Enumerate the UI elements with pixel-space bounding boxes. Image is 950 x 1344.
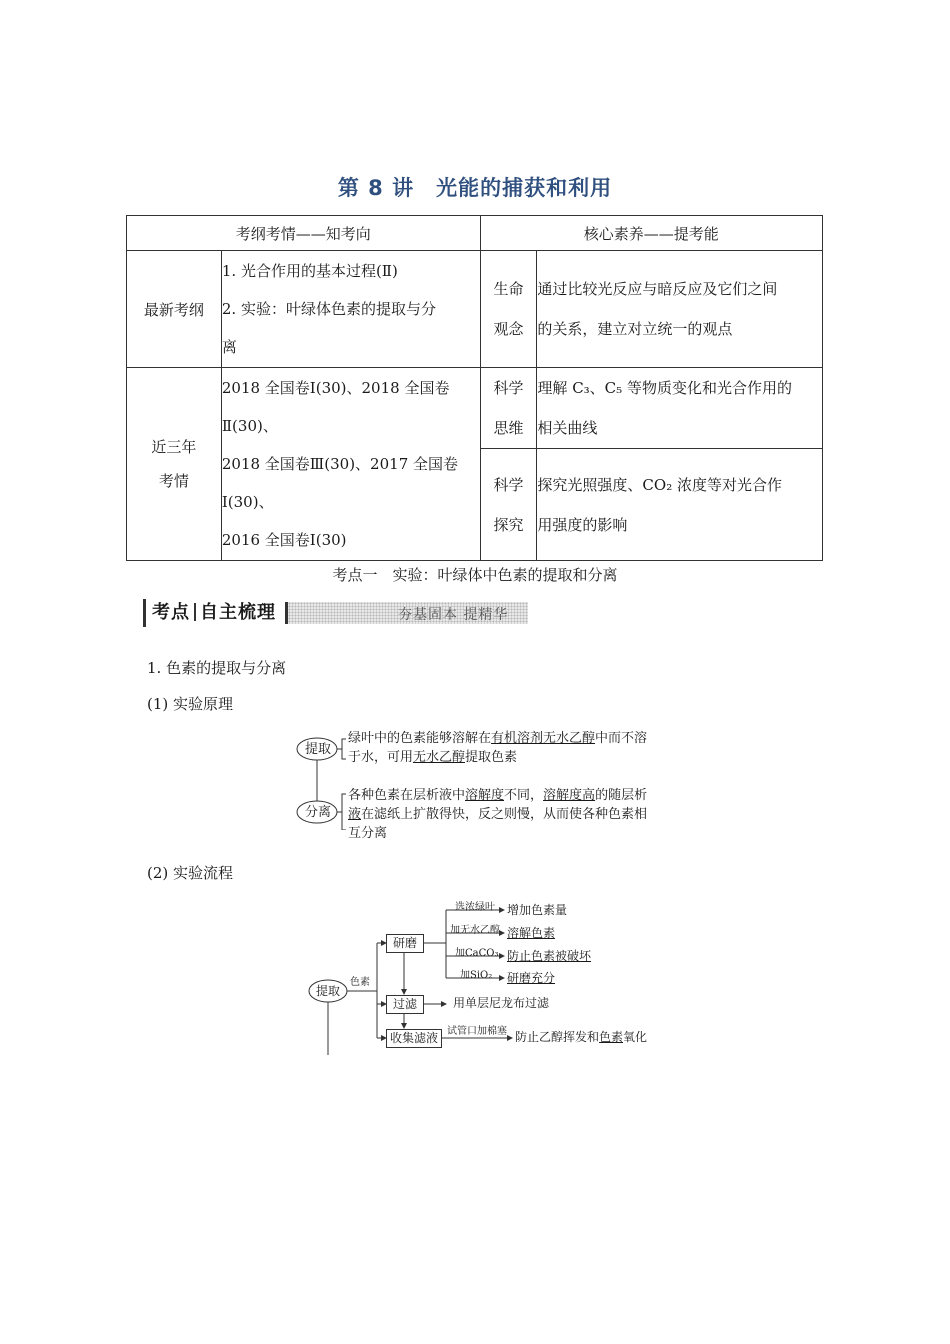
- literacy-category: [480, 449, 537, 561]
- syllabus-line: 离: [221, 338, 237, 356]
- row-label-line: 考情: [158, 472, 189, 490]
- heading-flow: (2) 实验流程: [147, 864, 234, 882]
- branch-condition: 加无水乙醇: [450, 925, 500, 936]
- collect-result: [515, 1028, 647, 1047]
- exam-line: 2016 全国卷Ⅰ(30): [221, 531, 347, 549]
- literacy-text: [537, 251, 823, 368]
- branch-result: 防止色素被破坏: [507, 949, 592, 963]
- row-label-exams: [127, 368, 222, 561]
- heading-principle: (1) 实验原理: [147, 695, 234, 713]
- extract-label: 提取: [304, 742, 331, 757]
- literacy-category-line: 思维: [493, 419, 524, 437]
- literacy-category-line: 生命: [493, 280, 524, 298]
- filter-result: 用单层尼龙布过滤: [453, 996, 550, 1010]
- flow-grind-box: 研磨: [386, 934, 424, 953]
- extract-principle-text: [348, 729, 668, 767]
- banner-label-b: 自主梳理: [200, 602, 276, 623]
- text-run-underlined: 无水乙醇: [413, 750, 466, 765]
- text-run: 中而不溶: [595, 731, 648, 746]
- literacy-category-line: 观念: [493, 320, 524, 338]
- text-run: 氧化: [623, 1030, 648, 1044]
- separate-principle-text: [348, 786, 668, 843]
- banner-slogan: 夯基固本 提精华: [398, 607, 509, 623]
- table-header-left: 考纲考情——知考向: [127, 216, 481, 251]
- flow-filter-box: 过滤: [386, 995, 424, 1014]
- text-run: 在滤纸上扩散得快，反之则慢，从而使各种色素相: [361, 807, 648, 822]
- exam-line: 2018 全国卷Ⅰ(30)、2018 全国卷: [221, 379, 450, 397]
- section-banner: [143, 599, 525, 627]
- literacy-text-line: 通过比较光反应与暗反应及它们之间: [537, 280, 778, 298]
- syllabus-content: [221, 251, 480, 368]
- collect-condition: 试管口加棉塞: [447, 1026, 507, 1037]
- banner-label: [143, 599, 281, 627]
- text-run: 不同，: [504, 788, 544, 803]
- literacy-text-line: 探究光照强度、CO₂ 浓度等对光合作: [537, 475, 782, 494]
- literacy-text-line: 相关曲线: [537, 419, 598, 437]
- separate-bracket: [337, 794, 346, 830]
- syllabus-line: 1. 光合作用的基本过程(Ⅱ): [221, 262, 398, 280]
- exam-line: Ⅰ(30)、: [221, 493, 274, 511]
- exam-line: Ⅱ(30)、: [221, 417, 278, 435]
- branch-result: 溶解色素: [507, 926, 556, 940]
- banner-label-a: 考点: [152, 602, 190, 623]
- section-title: 考点一 实验：叶绿体中色素的提取和分离: [332, 566, 618, 584]
- flow-extract-label: 提取: [315, 984, 340, 998]
- text-run: 各种色素在层析液中: [348, 788, 466, 803]
- literacy-text: [537, 368, 823, 449]
- literacy-text: [537, 449, 823, 561]
- separate-label: 分离: [304, 805, 331, 820]
- banner-divider: [194, 603, 196, 621]
- literacy-category-line: 探究: [493, 515, 524, 534]
- page-title: 第 8 讲 光能的捕获和利用: [337, 176, 613, 200]
- table-header-right: 核心素养——提考能: [480, 216, 823, 251]
- extract-bracket: [337, 739, 346, 759]
- exam-line: 2018 全国卷Ⅲ(30)、2017 全国卷: [221, 455, 459, 473]
- literacy-category: [480, 368, 537, 449]
- text-run-underlined: 溶解度高: [543, 788, 596, 803]
- branch-result: 增加色素量: [507, 903, 568, 917]
- heading-1: 1. 色素的提取与分离: [147, 659, 287, 677]
- text-run-underlined: 溶解度: [465, 788, 505, 803]
- literacy-category-line: 科学: [493, 379, 524, 397]
- branch-condition: 加CaCO₃: [455, 948, 499, 959]
- literacy-category-line: 科学: [493, 475, 524, 494]
- flow-pigment-label: 色素: [350, 977, 370, 988]
- text-run: 互分离: [348, 826, 388, 841]
- text-run-underlined: 色素: [599, 1030, 624, 1044]
- literacy-text-line: 用强度的影响: [537, 515, 628, 534]
- text-run-underlined: 液: [348, 807, 362, 822]
- text-run: 于水，可用: [348, 750, 414, 765]
- banner-strip: [285, 602, 528, 624]
- text-run: 绿叶中的色素能够溶解在: [348, 731, 492, 746]
- text-run: 的随层析: [595, 788, 648, 803]
- syllabus-line: 2. 实验：叶绿体色素的提取与分: [221, 300, 436, 318]
- text-run: 提取色素: [465, 750, 518, 765]
- text-run-underlined: 有机溶剂无水乙醇: [491, 731, 596, 746]
- branch-condition: 加SiO₂: [460, 970, 493, 981]
- literacy-text-line: 的关系，建立对立统一的观点: [537, 320, 733, 338]
- flow-collect-box: 收集滤液: [386, 1029, 442, 1048]
- branch-result: 研磨充分: [507, 971, 556, 985]
- row-label-syllabus: 最新考纲: [127, 251, 222, 368]
- exam-history: [221, 368, 480, 561]
- literacy-text-line: 理解 C₃、C₅ 等物质变化和光合作用的: [537, 379, 792, 397]
- text-run: 防止乙醇挥发和: [515, 1030, 600, 1044]
- literacy-category: [480, 251, 537, 368]
- row-label-line: 近三年: [151, 438, 197, 456]
- syllabus-table: [126, 215, 823, 561]
- branch-condition: 选浓绿叶: [455, 902, 495, 913]
